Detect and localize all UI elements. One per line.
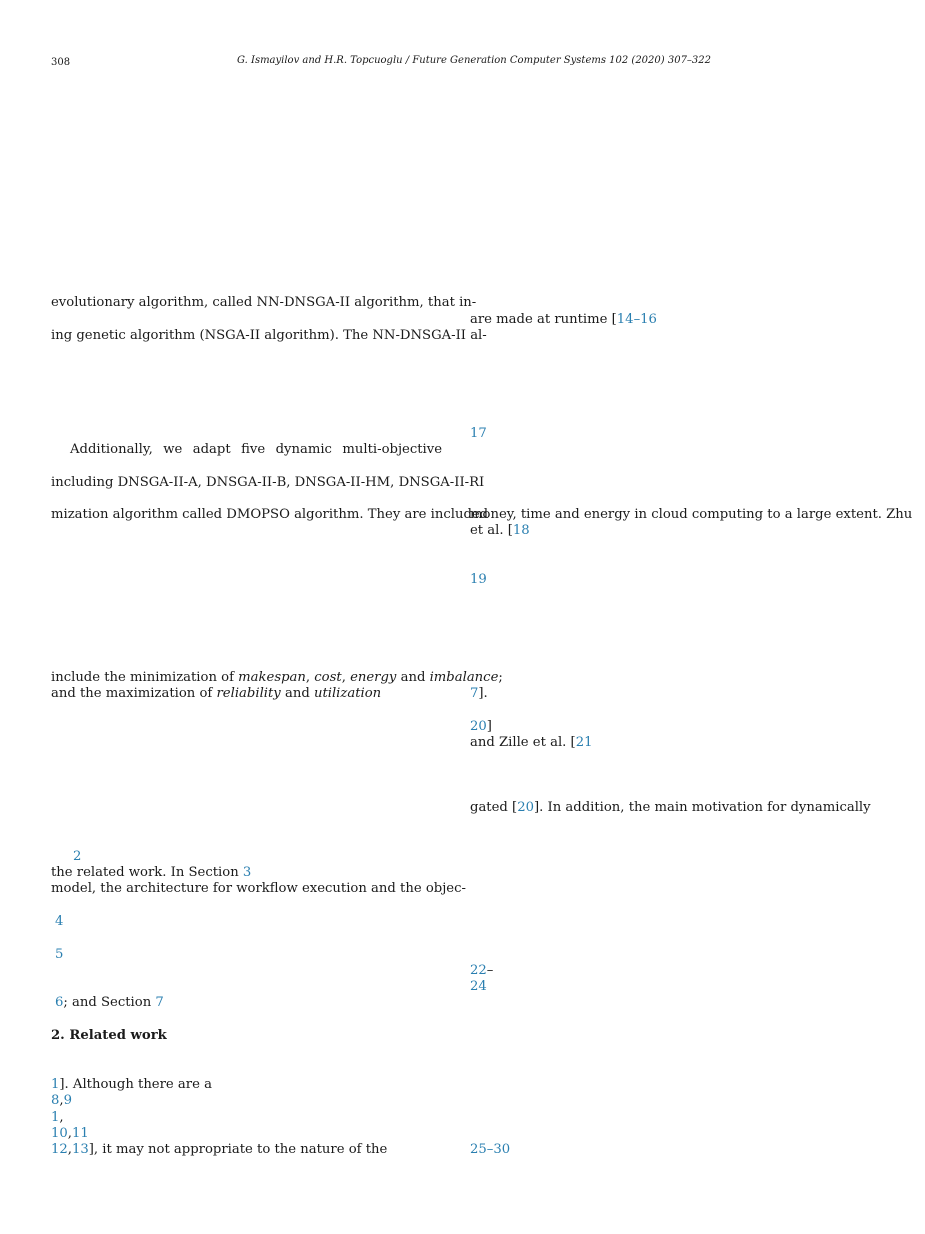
gated-text: gated [ — [470, 800, 518, 815]
left-line-11 — [51, 1077, 212, 1093]
citation-22[interactable]: 22 — [470, 963, 487, 978]
reliability-term: reliability — [216, 686, 281, 701]
left-line-6: include the minimization of makespan, cost, energy and imbalance; — [51, 670, 503, 685]
although-text: ]. Although there are a — [59, 1077, 212, 1092]
section-ref-5[interactable]: 5 — [55, 947, 64, 962]
right-line-5 — [470, 800, 871, 816]
section-ref-2[interactable]: 2 — [73, 849, 82, 864]
section-ref-3[interactable]: 3 — [242, 865, 252, 880]
and-text: and — [396, 670, 430, 685]
left-line-13: 1, — [51, 1110, 64, 1125]
and-section-text: ; and Section — [63, 995, 156, 1010]
utilization-term: utilization — [313, 686, 382, 701]
left-line-10 — [55, 995, 164, 1011]
citation-1[interactable]: 1 — [51, 1077, 60, 1092]
citation-14[interactable]: 14 — [616, 312, 634, 327]
section-ref-6[interactable]: 6 — [55, 995, 64, 1010]
right-line-1: are made at runtime [14–16 — [470, 312, 657, 327]
citation-10[interactable]: 10 — [51, 1126, 68, 1141]
left-line-14: 10,11 — [51, 1126, 89, 1141]
right-line-4 — [470, 735, 593, 751]
makespan-term: makespan — [238, 670, 306, 685]
citation-19[interactable]: 19 — [470, 572, 487, 587]
citation-25-30[interactable]: 25–30 — [470, 1142, 511, 1157]
right-line-ref7: 7]. — [470, 686, 488, 701]
section-heading-related-work: 2. Related work — [51, 1028, 167, 1043]
right-line-2: money, time and energy in cloud computing to a large extent. Zhu — [470, 507, 913, 522]
left-line-7: and the maximization of reliability and utilization — [51, 686, 382, 701]
left-line-9: model, the architecture for workflow execution and the objec- — [51, 881, 466, 896]
left-line-4: including DNSGA-II-A, DNSGA-II-B, DNSGA-II-HM, DNSGA-II-RI — [51, 475, 485, 490]
citation-24[interactable]: 24 — [470, 979, 487, 994]
citation-18[interactable]: 18 — [512, 523, 530, 538]
zille-text: and Zille et al. [ — [470, 735, 576, 750]
maximization-text: and the maximization of — [51, 686, 217, 701]
citation-20[interactable]: 20 — [470, 719, 487, 734]
motivation-text: ]. In addition, the main motivation for dynamically — [533, 800, 871, 815]
right-line-ref22: 22– — [470, 963, 494, 978]
left-line-8 — [51, 865, 251, 881]
left-line-2: ing genetic algorithm (NSGA-II algorithm). The NN-DNSGA-II al- — [51, 328, 487, 343]
citation-17[interactable]: 17 — [470, 426, 487, 441]
right-line-ref20: 20] — [470, 719, 492, 734]
citation-8[interactable]: 8 — [51, 1093, 60, 1108]
page-number: 308 — [51, 57, 71, 68]
citation-7[interactable]: 7 — [470, 686, 479, 701]
citation-1b[interactable]: 1 — [51, 1110, 60, 1125]
left-line-5: mization algorithm called DMOPSO algorithm. They are included — [51, 507, 489, 522]
section-ref-4[interactable]: 4 — [55, 914, 64, 929]
cost-term: cost — [314, 670, 342, 685]
running-header: G. Ismayilov and H.R. Topcuoglu / Future Generation Computer Systems 102 (2020) 307–322 — [237, 55, 712, 66]
citation-16[interactable]: 16 — [640, 312, 657, 327]
related-work-text: the related work. In Section — [51, 865, 243, 880]
citation-12[interactable]: 12 — [51, 1142, 68, 1157]
citation-20b[interactable]: 20 — [517, 800, 534, 815]
citation-9[interactable]: 9 — [63, 1093, 72, 1108]
left-line-3: Additionally, we adapt five dynamic multi-objective — [70, 442, 442, 457]
right-line-3 — [470, 523, 530, 539]
citation-13[interactable]: 13 — [71, 1142, 89, 1157]
citation-11[interactable]: 11 — [71, 1126, 89, 1141]
imbalance-term: imbalance — [429, 670, 499, 685]
objective-text: include the minimization of — [51, 670, 239, 685]
citation-21[interactable]: 21 — [575, 735, 593, 750]
zhu-text: et al. [ — [470, 523, 513, 538]
section-ref-7[interactable]: 7 — [155, 995, 164, 1010]
runtime-text: are made at runtime [ — [470, 312, 617, 327]
left-line-12: 8,9 — [51, 1093, 72, 1108]
left-line-1: evolutionary algorithm, called NN-DNSGA-II algorithm, that in- — [51, 295, 477, 310]
left-line-15: 12,13], it may not appropriate to the nature of the — [51, 1142, 388, 1157]
energy-term: energy — [350, 670, 397, 685]
appropriate-text: ], it may not appropriate to the nature of the — [88, 1142, 388, 1157]
